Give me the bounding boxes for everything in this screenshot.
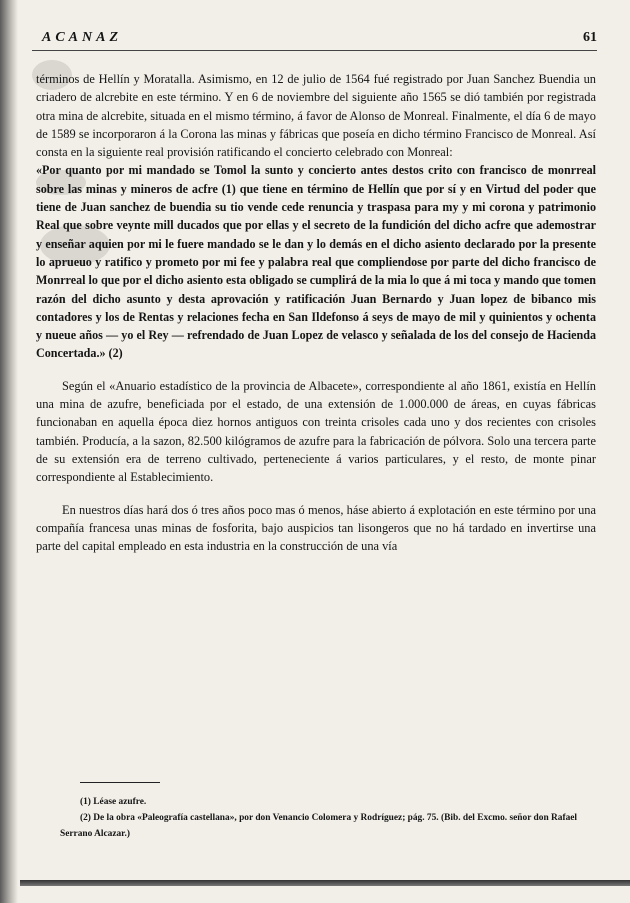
footnote-1: (1) Léase azufre. bbox=[80, 797, 147, 807]
footnotes bbox=[60, 794, 595, 842]
header-rule bbox=[32, 50, 597, 51]
scan-edge-shadow bbox=[0, 0, 18, 903]
quoted-provision: «Por quanto por mi mandado se Tomol la sunto y concierto antes destos crito con francisco de monrreal sobre las minas y mineros de acfre (1) que tiene en término de Hellín que por sí y en Virtud del poder que tiene de Juan sanchez de buendia su tio vende cede renuncia y traspasa para my y mi corona y patrimonio Real que sobre veynte mill ducados que por ellas y el secreto de la fundición del dicho acfre que ademostrar y enseñar aquien por mi le fuere mandado se le dan y lo demás en el dicho asiento declarado por la presente lo aprueuo y ratifico y prometo por mi fee y palabra real que compliendose por parte del dicho francisco de Monrreal lo que por el dicho asiento esta obligado se cumplirá de la mia lo que á mi toca y mando que tomen razón del dicho asunto y desta aprovación y ratificación Juan Bernardo y Juan lopez de bibanco mis contadores y los de Rentas y relaciones fecha en San Ildefonso á seys de mayo de mil y quinientos y ochenta y nueue años — yo el Rey — refrendado de Juan Lopez de velasco y señalada de los del consejo de Hacienda Concertada.» (2) bbox=[36, 163, 596, 361]
paragraph-2: Según el «Anuario estadístico de la provincia de Albacete», correspondiente al año 1861, existía en Hellín una mina de azufre, beneficiada por el estado, de una extensión de 1.000.000 de áreas, en cuyas fábricas funcionaban en aquella época diez hornos antiguos con treinta crisoles cada uno y dos recientes con crisoles también. Producía, a la sazon, 82.500 kilógramos de azufre para la fabricación de pólvora. Solo una tercera parte de su extensión era de terreno cultivado, perteneciente á varios particulares, y el resto, de monte pinar correspondiente al Establecimiento. bbox=[36, 378, 596, 485]
page-number: 61 bbox=[583, 30, 597, 45]
page-header bbox=[32, 30, 597, 50]
body-text bbox=[36, 70, 596, 555]
scan-bottom-edge bbox=[20, 880, 630, 886]
footnote-rule bbox=[80, 782, 160, 783]
footnote-2: (2) De la obra «Paleografía castellana», por don Venancio Colomera y Rodríguez; pág. 75. (Bib. del Excmo. señor don Rafael Serrano Alcazar.) bbox=[60, 813, 578, 839]
paragraph-1: términos de Hellín y Moratalla. Asimismo, en 12 de julio de 1564 fué registrado por Juan Sanchez Buendia un criadero de alcrebite en este término. Y en 6 de noviembre del siguiente año 1565 se dió también por registrada otra mina de alcrebite, situada en el mismo término, á favor de Alonso de Monreal. Finalmente, el día 6 de mayo de 1589 se incorporaron á la Corona las minas y fábricas que poseía en dicho término Francisco de Monreal. Así consta en la siguiente real provisión ratificando el concierto celebrado con Monreal: bbox=[36, 72, 596, 160]
paragraph-3: En nuestros días hará dos ó tres años poco mas ó menos, háse abierto á explotación en este término por una compañía francesa unas minas de fosforita, bajo auspicios tan lisongeros que no há tardado en invertirse una parte del capital empleado en esta industria en la construcción de una vía bbox=[36, 502, 596, 554]
running-head: ACANAZ bbox=[42, 30, 123, 45]
